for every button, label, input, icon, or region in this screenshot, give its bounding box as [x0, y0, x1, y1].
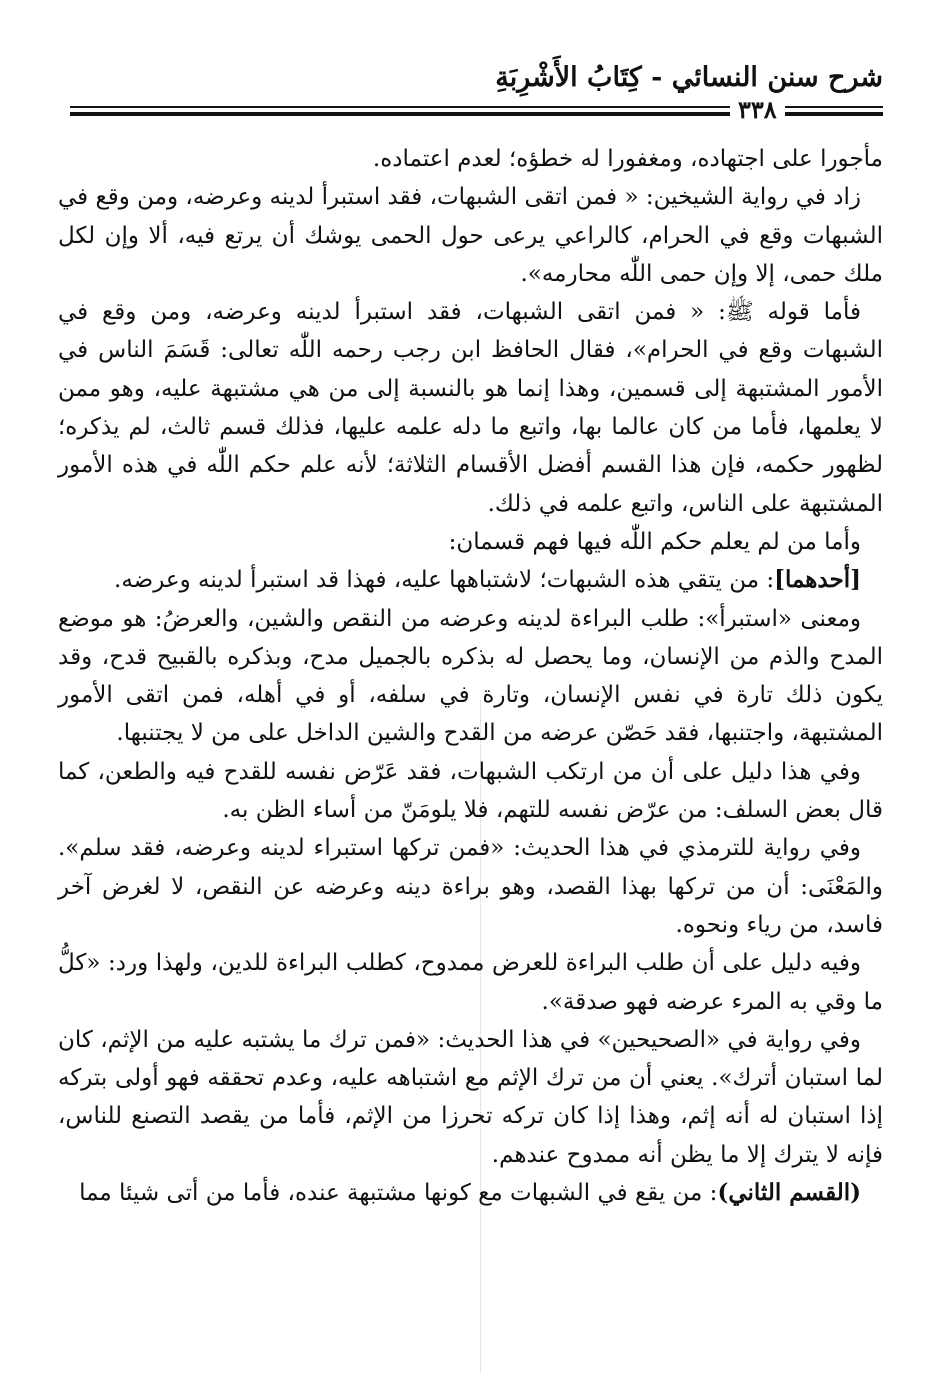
paragraph-continuation: [58, 140, 883, 178]
paragraph-text: فأما قوله ﷺ: « فمن اتقى الشبهات، فقد استبرأ لدينه وعرضه، ومن وقع في الشبهات وقع في الحرام»، فقال الحافظ ابن رجب رحمه اللّٰه تعالى: قَسَمَ الناس في الأمور المشتبهة إلى قسمين، وهذا إنما هو بالنسبة إلى من هي مشتبهة عليه، وهو ممن لا يعلمها، فأما من كان عالما بها، واتبع ما دله علمه عليها، فذلك قسم ثالث، لم يذكره؛ لظهور حكمه، فإن هذا القسم أفضل الأقسام الثلاثة؛ لأنه علم حكم اللّٰه في هذه الأمور المشتبهة على الناس، واتبع علمه في ذلك.: [58, 299, 883, 517]
paragraph-text: وفي رواية في «الصحيحين» في هذا الحديث: «فمن ترك ما يشتبه عليه من الإثم، كان لما استبان أترك». يعني أن من ترك الإثم مع اشتباهه عليه، وعدم تحققه فهو أولى بتركه إذا استبان له أنه إثم، وهذا إذا كان تركه تحرزا من الإثم، فأما من يقصد التصنع للناس، فإنه لا يترك إلا ما يظن أنه ممدوح عندهم.: [58, 1026, 883, 1168]
paragraph-istabra-meaning: [58, 600, 883, 753]
paragraph-lead: [أحدهما]: [774, 566, 861, 594]
page-header: [70, 62, 883, 122]
paragraph-text: وأما من لم يعلم حكم اللّٰه فيها فهم قسمان:: [448, 528, 861, 555]
paragraph-text: وفي هذا دليل على أن من ارتكب الشبهات، فقد عَرّض نفسه للقدح فيه والطعن، كما قال بعض السلف: من عرّض نفسه للتهم، فلا يلومَنّ من أساء الظن به.: [58, 758, 883, 824]
body-text: [58, 140, 883, 1212]
page-number: ٣٣٨: [730, 95, 785, 124]
paragraph-shaykhayn-narration: [58, 178, 883, 293]
paragraph-first-group: [58, 561, 883, 599]
running-title: شرح سنن النسائي - كِتَابُ الأَشْرِبَةِ: [495, 62, 883, 93]
paragraph-second-group: [58, 1174, 883, 1212]
paragraph-tirmidhi: [58, 829, 883, 944]
paragraph-two-groups: [58, 523, 883, 561]
paragraph-text: وفيه دليل على أن طلب البراءة للعرض ممدوح، كطلب البراءة للدين، ولهذا ورد: «كلُّ ما وقي به المرء عرضه فهو صدقة».: [58, 950, 883, 1015]
paragraph-ibn-rajab: [58, 293, 883, 523]
paragraph-text: وفي رواية للترمذي في هذا الحديث: «فمن تركها استبراء لدينه وعرضه، فقد سلم». والمَعْنَى: أن من تركها بهذا القصد، وهو براءة دينه وعرضه عن النقص، لا لغرض آخر فاسد، من رياء ونحوه.: [58, 835, 883, 938]
paragraph-honor: [58, 944, 883, 1021]
paragraph-text: زاد في رواية الشيخين: « فمن اتقى الشبهات، فقد استبرأ لدينه وعرضه، ومن وقع في الشبهات وقع في الحرام، كالراعي يرعى حول الحمى يوشك أن يرتع فيه، ألا وإن لكل ملك حمى، إلا وإن حمى اللّٰه محارمه».: [58, 184, 883, 287]
paragraph-text: : من يتقي هذه الشبهات؛ لاشتباهها عليه، فهذا قد استبرأ لدينه وعرضه.: [114, 567, 775, 594]
paragraph-text: مأجورا على اجتهاده، ومغفورا له خطؤه؛ لعدم اعتماده.: [372, 146, 883, 172]
paragraph-text: : من يقع في الشبهات مع كونها مشتبهة عنده، فأما من أتى شيئا مما: [79, 1180, 718, 1207]
paragraph-lead: (القسم الثاني): [717, 1179, 861, 1207]
paragraph-sahihayn: [58, 1021, 883, 1174]
paragraph-evidence: [58, 753, 883, 830]
paragraph-text: ومعنى «استبرأ»: طلب البراءة لدينه وعرضه من النقص والشين، والعرضُ: هو موضع المدح والذم من الإنسان، وما يحصل له بذكره بالجميل مدح، وبذكره بالقبيح قدح، وقد يكون ذلك تارة في نفس الإنسان، وتارة في سلفه، أو في أهله، فمن اتقى الأمور المشتبهة، واجتنبها، فقد حَصّن عرضه من القدح والشين الداخل على من لا يجتنبها.: [58, 605, 883, 747]
